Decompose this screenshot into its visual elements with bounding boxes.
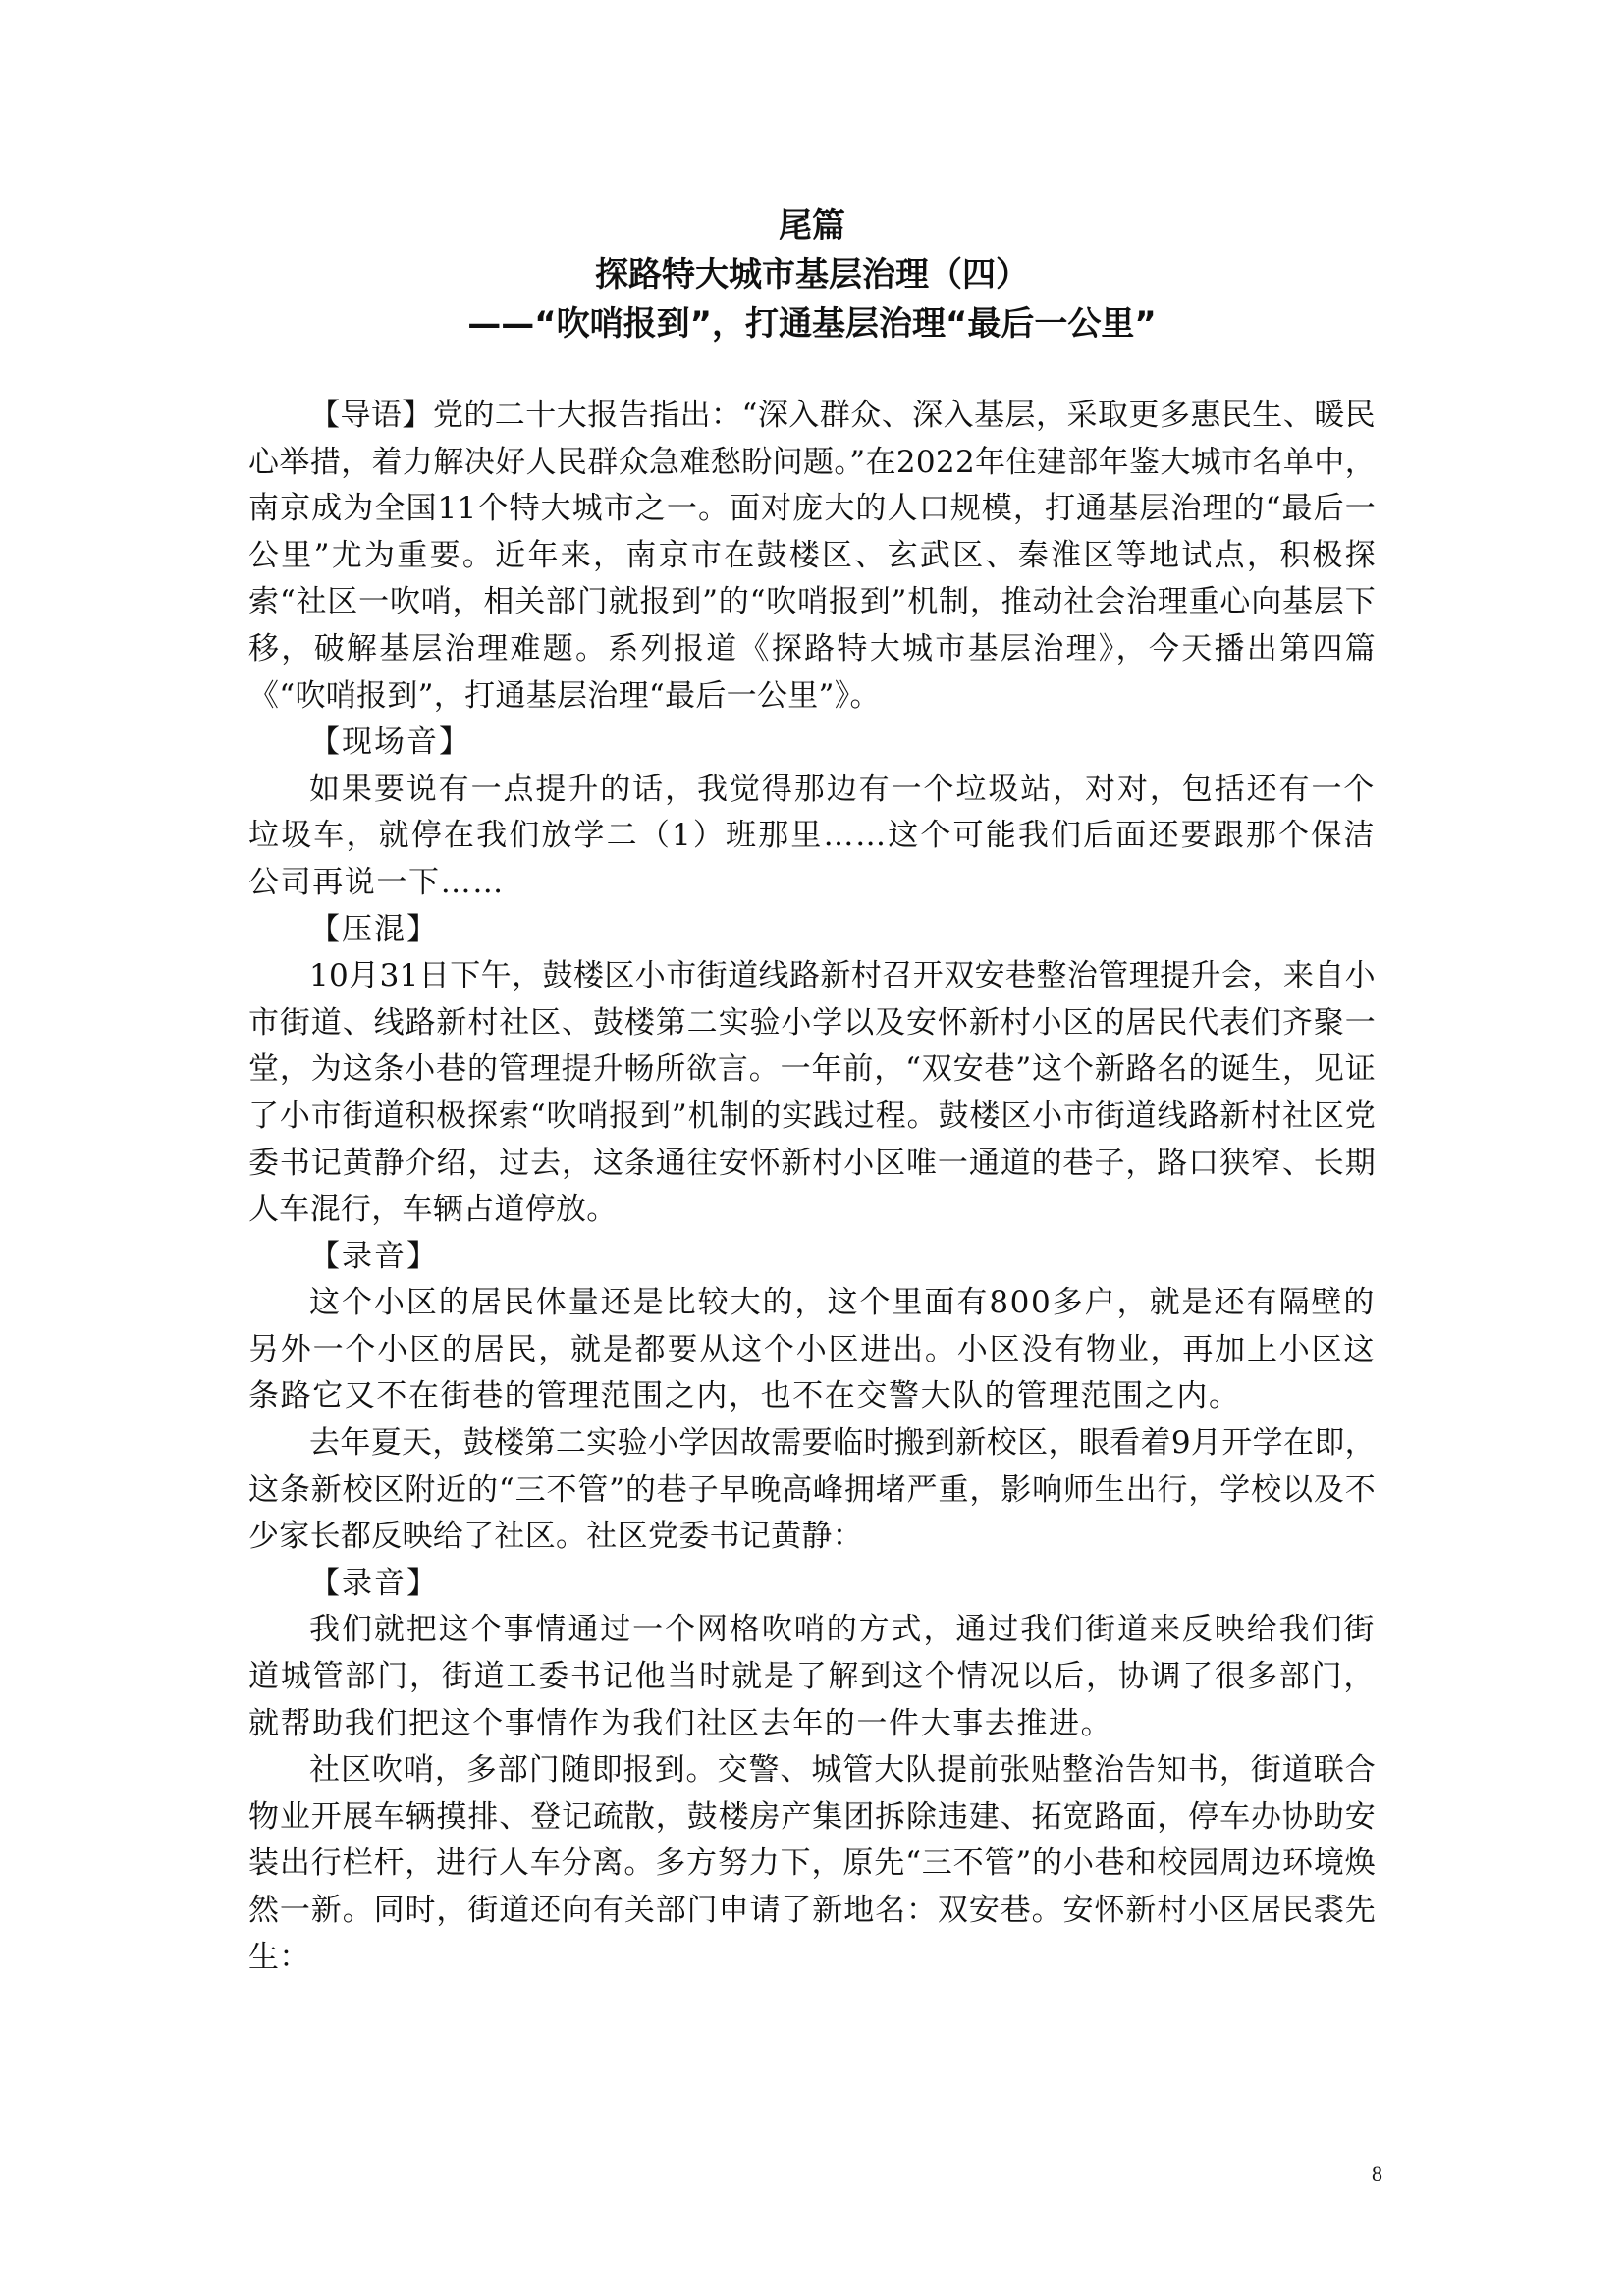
section-heading: 尾篇 bbox=[779, 206, 845, 245]
article-subtitle: ——“吹哨报到”，打通基层治理“最后一公里” bbox=[467, 304, 1157, 344]
section-marker-recording: 【录音】 bbox=[309, 1238, 439, 1274]
quote-paragraph: 这个小区的居民体量还是比较大的，这个里面有800多户，就是还有隔壁的另外一个小区的居民，就是都要从这个小区进出。小区没有物业，再加上小区这条路它又不在街巷的管理范围之内，也不在交警大队的管理范围之内。 bbox=[248, 1285, 1376, 1415]
section-marker-recording: 【录音】 bbox=[309, 1565, 439, 1601]
paragraph-lead: 【导语】党的二十大报告指出：“深入群众、深入基层，采取更多惠民生、暖民心举措，着力解决好人民群众急难愁盼问题。”在2022年住建部年鉴大城市名单中，南京成为全国11个特大城市之一。面对庞大的人口规模，打通基层治理的“最后一公里”尤为重要。近年来，南京市在鼓楼区、玄武区、秦淮区等地试点，积极探索“社区一吹哨，相关部门就报到”的“吹哨报到”机制，推动社会治理重心向基层下移，破解基层治理难题。系列报道《探路特大城市基层治理》，今天播出第四篇《“吹哨报到”，打通基层治理“最后一公里”》。 bbox=[248, 398, 1376, 714]
article-title: 探路特大城市基层治理（四） bbox=[595, 255, 1029, 294]
body-paragraph: 去年夏天，鼓楼第二实验小学因故需要临时搬到新校区，眼看着9月开学在即，这条新校区附近的“三不管”的巷子早晚高峰拥堵严重，影响师生出行，学校以及不少家长都反映给了社区。社区党委书记黄静： bbox=[248, 1425, 1376, 1555]
article-body bbox=[248, 393, 1376, 1981]
body-paragraph: 社区吹哨，多部门随即报到。交警、城管大队提前张贴整治告知书，街道联合物业开展车辆摸排、登记疏散，鼓楼房产集团拆除违建、拓宽路面，停车办协助安装出行栏杆，进行人车分离。多方努力下，原先“三不管”的小巷和校园周边环境焕然一新。同时，街道还向有关部门申请了新地名：双安巷。安怀新村小区居民裘先生： bbox=[248, 1752, 1376, 1975]
section-marker-mix: 【压混】 bbox=[309, 911, 439, 947]
title-block bbox=[0, 201, 1624, 348]
quote-paragraph: 如果要说有一点提升的话，我觉得那边有一个垃圾站，对对，包括还有一个垃圾车，就停在我们放学二（1）班那里……这个可能我们后面还要跟那个保洁公司再说一下…… bbox=[248, 771, 1376, 900]
body-paragraph: 10月31日下午，鼓楼区小市街道线路新村召开双安巷整治管理提升会，来自小市街道、线路新村社区、鼓楼第二实验小学以及安怀新村小区的居民代表们齐聚一堂，为这条小巷的管理提升畅所欲言。一年前，“双安巷”这个新路名的诞生，见证了小市街道积极探索“吹哨报到”机制的实践过程。鼓楼区小市街道线路新村社区党委书记黄静介绍，过去，这条通往安怀新村小区唯一通道的巷子，路口狭窄、长期人车混行，车辆占道停放。 bbox=[248, 958, 1376, 1228]
quote-paragraph: 我们就把这个事情通过一个网格吹哨的方式，通过我们街道来反映给我们街道城管部门，街道工委书记他当时就是了解到这个情况以后，协调了很多部门，就帮助我们把这个事情作为我们社区去年的一件大事去推进。 bbox=[248, 1612, 1376, 1741]
section-marker-live-sound: 【现场音】 bbox=[309, 724, 471, 761]
page-number: 8 bbox=[1372, 2162, 1382, 2186]
